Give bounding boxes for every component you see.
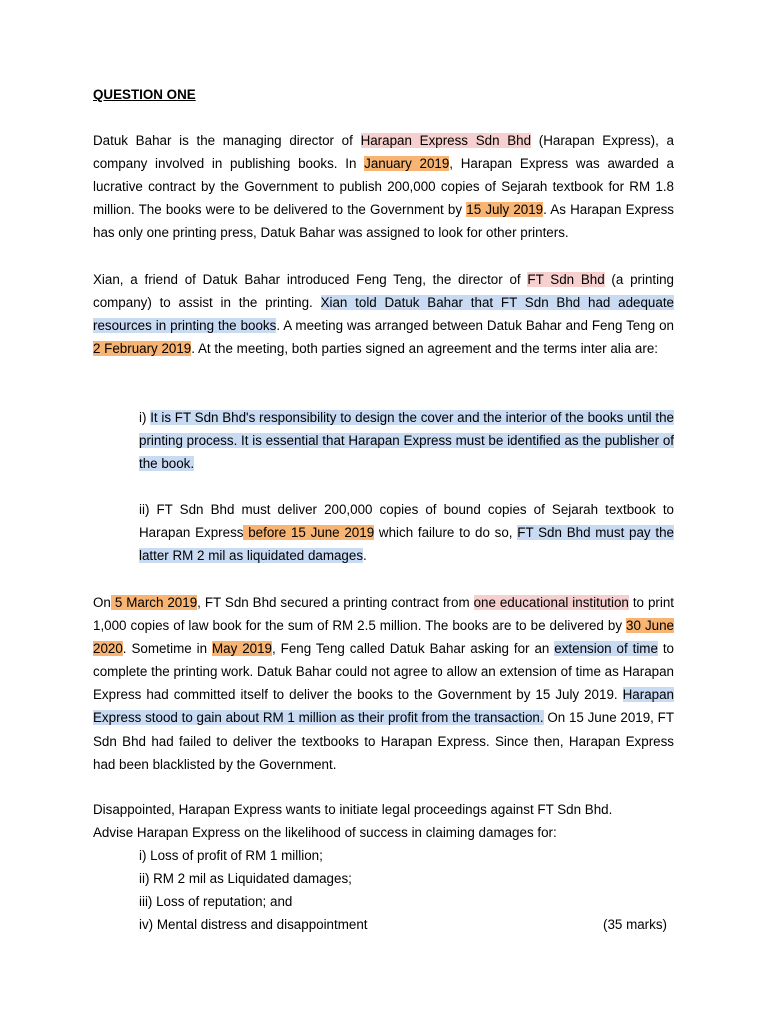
text: , FT Sdn Bhd secured a printing contract from: [197, 595, 474, 610]
text: ii) FT Sdn Bhd must deliver 200,000 copies of bound copies of Sejarah textbook to Harapan Express: [139, 502, 674, 541]
text: . As Harapan Express has only one printing press, Datuk Bahar was assigned to look for other printers.: [93, 202, 674, 241]
highlight-company-name: FT Sdn Bhd: [527, 272, 605, 287]
list-item: iii) Loss of reputation; and: [139, 894, 293, 909]
question-heading: QUESTION ONE: [93, 87, 196, 102]
text: to print 1,000 copies of law book for the sum of RM 2.5 million. The books are to be delivered by: [93, 595, 674, 634]
closing-line-2: Advise Harapan Express on the likelihood of success in claiming damages for:: [93, 825, 557, 840]
highlight-term: FT Sdn Bhd must pay the latter RM 2 mil as liquidated damages: [139, 525, 674, 564]
marks-label: (35 marks): [603, 917, 667, 932]
text: . Sometime in: [122, 641, 212, 657]
highlight-company-name: Harapan Express Sdn Bhd: [360, 133, 532, 148]
text: , Harapan Express was awarded a lucrative contract by the Government to publish 200,000 copies of Sejarah textbook for RM 1.8 million. The books were to be delivered to the Government by: [93, 156, 674, 218]
highlight-date: 15 July 2019: [466, 202, 544, 218]
list-item: i) Loss of profit of RM 1 million;: [139, 848, 323, 863]
agreement-term-1: [139, 406, 674, 475]
text: . A meeting was arranged between Datuk Bahar and Feng Teng on: [276, 318, 674, 334]
paragraph-agreement: [93, 268, 674, 360]
text: . At the meeting, both parties signed an agreement and the terms inter alia are:: [191, 341, 658, 357]
text: On: [93, 595, 111, 610]
highlight-date: 2 February 2019: [93, 341, 192, 357]
list-item: iv) Mental distress and disappointment: [139, 917, 368, 932]
closing-line-1: Disappointed, Harapan Express wants to initiate legal proceedings against FT Sdn Bhd.: [93, 802, 613, 817]
text: Datuk Bahar is the managing director of: [93, 133, 361, 148]
text: to complete the printing work. Datuk Bahar could not agree to allow an extension of time as Harapan Express had committed itself to deliver the books to the Government by 15 July 2019.: [93, 641, 674, 703]
highlight-date: May 2019: [211, 641, 272, 657]
highlight-term: It is FT Sdn Bhd's responsibility to design the cover and the interior of the books until the printing process. It is essential that Harapan Express must be identified as the publisher of the book.: [139, 410, 674, 472]
paragraph-background: [93, 129, 674, 244]
text: i): [139, 410, 151, 425]
text: , Feng Teng called Datuk Bahar asking for an: [272, 641, 555, 657]
text: .: [363, 548, 367, 564]
highlight-party: one educational institution: [473, 595, 629, 610]
agreement-term-2: [139, 498, 674, 567]
highlight-fact: Harapan Express stood to gain about RM 1 million as their profit from the transaction.: [93, 687, 674, 726]
list-item: ii) RM 2 mil as Liquidated damages;: [139, 871, 352, 886]
text: On 15 June 2019, FT Sdn Bhd had failed to deliver the textbooks to Harapan Express. Since then, Harapan Express had been blacklisted by the Government.: [93, 710, 674, 772]
text: Xian, a friend of Datuk Bahar introduced Feng Teng, the director of: [93, 272, 528, 287]
text: (Harapan Express), a company involved in publishing books. In: [93, 133, 674, 172]
highlight-date: January 2019: [364, 156, 450, 172]
text: which failure to do so,: [374, 525, 518, 541]
highlight-date: 5 March 2019: [110, 595, 198, 610]
paragraph-breach: [93, 591, 674, 776]
highlight-date: 30 June 2020: [93, 618, 674, 657]
highlight-representation: Xian told Datuk Bahar that FT Sdn Bhd had adequate resources in printing the books: [93, 295, 674, 334]
highlight-date: before 15 June 2019: [243, 525, 375, 541]
text: (a printing company) to assist in the printing.: [93, 272, 675, 311]
highlight-fact: extension of time: [554, 641, 658, 657]
